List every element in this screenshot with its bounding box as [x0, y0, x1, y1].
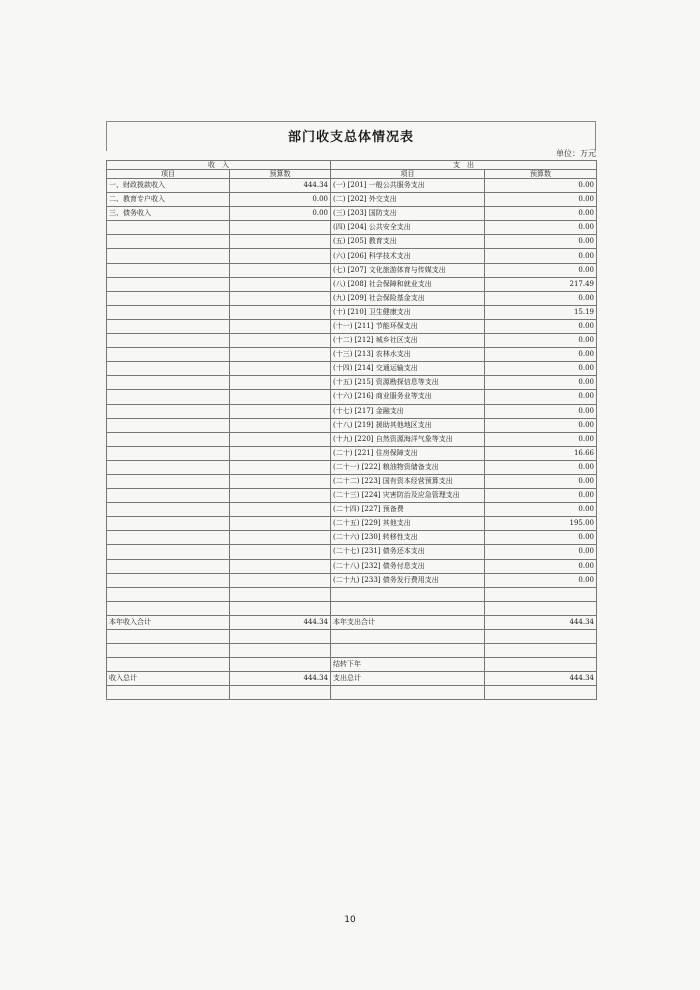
- income-item-cell: [107, 644, 230, 658]
- income-item-header: 项目: [107, 170, 230, 179]
- income-item-cell: [107, 263, 230, 277]
- income-value-cell: [230, 221, 331, 235]
- expense-item-cell: [331, 587, 485, 601]
- table-row: [107, 263, 597, 277]
- income-item-cell: [107, 658, 230, 672]
- table-row: [107, 630, 597, 644]
- expense-item-cell: 结转下年: [331, 658, 485, 672]
- table-row: [107, 474, 597, 488]
- expense-item-header: 项目: [331, 170, 485, 179]
- income-item-cell: [107, 277, 230, 291]
- income-value-cell: [230, 517, 331, 531]
- income-value-cell: [230, 249, 331, 263]
- income-value-cell: [230, 545, 331, 559]
- table-row: [107, 348, 597, 362]
- income-value-cell: [230, 319, 331, 333]
- expense-item-cell: (二十二) [223] 国有资本经营预算支出: [331, 474, 485, 488]
- table-row: [107, 503, 597, 517]
- expense-value-cell: 0.00: [485, 489, 597, 503]
- expense-item-cell: (五) [205] 教育支出: [331, 235, 485, 249]
- expense-value-cell: [485, 601, 597, 615]
- expense-item-cell: (十四) [214] 交通运输支出: [331, 362, 485, 376]
- income-item-cell: [107, 489, 230, 503]
- table-row: [107, 601, 597, 615]
- income-item-cell: [107, 376, 230, 390]
- table-row: [107, 221, 597, 235]
- income-item-cell: [107, 460, 230, 474]
- table-row: [107, 573, 597, 587]
- expense-item-cell: 支出总计: [331, 672, 485, 686]
- table-row: [107, 559, 597, 573]
- expense-item-cell: (十七) [217] 金融支出: [331, 404, 485, 418]
- income-item-cell: [107, 601, 230, 615]
- income-item-cell: [107, 334, 230, 348]
- income-value-cell: [230, 559, 331, 573]
- table-row: [107, 390, 597, 404]
- table-row: [107, 376, 597, 390]
- expense-value-cell: 0.00: [485, 221, 597, 235]
- expense-item-cell: [331, 686, 485, 700]
- table-row: [107, 489, 597, 503]
- expense-value-cell: 0.00: [485, 531, 597, 545]
- income-item-cell: [107, 319, 230, 333]
- income-item-cell: [107, 531, 230, 545]
- expense-item-cell: (十五) [215] 资源勘探信息等支出: [331, 376, 485, 390]
- income-value-cell: [230, 460, 331, 474]
- column-header-row: [107, 170, 597, 179]
- table-row: [107, 517, 597, 531]
- income-item-cell: 本年收入合计: [107, 615, 230, 629]
- income-value-cell: [230, 587, 331, 601]
- expense-value-cell: 0.00: [485, 291, 597, 305]
- table-row: [107, 319, 597, 333]
- income-value-cell: [230, 658, 331, 672]
- expense-item-cell: (三) [203] 国防支出: [331, 207, 485, 221]
- income-item-cell: [107, 305, 230, 319]
- expense-value-cell: 0.00: [485, 348, 597, 362]
- expense-header: 支 出: [331, 161, 597, 170]
- income-value-cell: [230, 291, 331, 305]
- income-value-cell: [230, 390, 331, 404]
- expense-item-cell: (四) [204] 公共安全支出: [331, 221, 485, 235]
- income-item-cell: 二、教育专户收入: [107, 193, 230, 207]
- income-value-cell: 0.00: [230, 193, 331, 207]
- table-row: [107, 672, 597, 686]
- table-row: [107, 277, 597, 291]
- table-row: [107, 545, 597, 559]
- income-item-cell: [107, 432, 230, 446]
- table-row: [107, 460, 597, 474]
- table-row: [107, 644, 597, 658]
- table-row: [107, 432, 597, 446]
- income-value-cell: 0.00: [230, 207, 331, 221]
- income-value-cell: [230, 348, 331, 362]
- expense-value-cell: [485, 644, 597, 658]
- income-value-cell: [230, 644, 331, 658]
- income-item-cell: [107, 559, 230, 573]
- table-row: [107, 207, 597, 221]
- expense-value-cell: 0.00: [485, 460, 597, 474]
- expense-item-cell: (二十五) [229] 其他支出: [331, 517, 485, 531]
- expense-item-cell: (十八) [219] 援助其他地区支出: [331, 418, 485, 432]
- income-budget-header: 预算数: [230, 170, 331, 179]
- expense-value-cell: 0.00: [485, 249, 597, 263]
- income-value-cell: [230, 376, 331, 390]
- income-item-cell: [107, 587, 230, 601]
- expense-item-cell: (二十九) [233] 债务发行费用支出: [331, 573, 485, 587]
- expense-item-cell: (六) [206] 科学技术支出: [331, 249, 485, 263]
- expense-value-cell: 15.19: [485, 305, 597, 319]
- expense-value-cell: 444.34: [485, 672, 597, 686]
- expense-value-cell: 0.00: [485, 362, 597, 376]
- expense-value-cell: 0.00: [485, 179, 597, 193]
- income-value-cell: [230, 362, 331, 376]
- income-value-cell: [230, 573, 331, 587]
- expense-item-cell: (二十) [221] 住房保障支出: [331, 446, 485, 460]
- income-value-cell: [230, 418, 331, 432]
- table-row: [107, 404, 597, 418]
- income-item-cell: 一、财政拨款收入: [107, 179, 230, 193]
- income-value-cell: [230, 474, 331, 488]
- income-item-cell: [107, 390, 230, 404]
- expense-item-cell: (十九) [220] 自然资源海洋气象等支出: [331, 432, 485, 446]
- expense-item-cell: (二十八) [232] 债务付息支出: [331, 559, 485, 573]
- expense-value-cell: 0.00: [485, 503, 597, 517]
- table-row: [107, 291, 597, 305]
- table-row: [107, 193, 597, 207]
- expense-value-cell: 0.00: [485, 559, 597, 573]
- expense-value-cell: 0.00: [485, 376, 597, 390]
- income-value-cell: 444.34: [230, 179, 331, 193]
- income-item-cell: [107, 517, 230, 531]
- income-value-cell: [230, 531, 331, 545]
- income-header: 收 入: [107, 161, 331, 170]
- expense-value-cell: 0.00: [485, 474, 597, 488]
- income-item-cell: [107, 446, 230, 460]
- expense-item-cell: (二十七) [231] 债务还本支出: [331, 545, 485, 559]
- expense-value-cell: 195.00: [485, 517, 597, 531]
- expense-value-cell: [485, 686, 597, 700]
- expense-value-cell: 0.00: [485, 334, 597, 348]
- expense-item-cell: (八) [208] 社会保障和就业支出: [331, 277, 485, 291]
- income-item-cell: [107, 348, 230, 362]
- expense-item-cell: (十一) [211] 节能环保支出: [331, 319, 485, 333]
- income-item-cell: [107, 404, 230, 418]
- expense-value-cell: 0.00: [485, 545, 597, 559]
- income-item-cell: [107, 221, 230, 235]
- unit-label: 单位：万元: [556, 149, 596, 158]
- expense-item-cell: (二十四) [227] 预备费: [331, 503, 485, 517]
- income-value-cell: [230, 277, 331, 291]
- expense-item-cell: (一) [201] 一般公共服务支出: [331, 179, 485, 193]
- table-row: [107, 179, 597, 193]
- expense-value-cell: [485, 658, 597, 672]
- expense-item-cell: [331, 644, 485, 658]
- expense-value-cell: 0.00: [485, 390, 597, 404]
- income-value-cell: [230, 686, 331, 700]
- table-row: [107, 334, 597, 348]
- table-row: [107, 615, 597, 629]
- expense-budget-header: 预算数: [485, 170, 597, 179]
- income-item-cell: 收入总计: [107, 672, 230, 686]
- budget-table: [106, 160, 597, 700]
- expense-value-cell: 0.00: [485, 263, 597, 277]
- expense-value-cell: [485, 587, 597, 601]
- income-value-cell: [230, 334, 331, 348]
- income-item-cell: [107, 418, 230, 432]
- income-value-cell: [230, 235, 331, 249]
- income-value-cell: 444.34: [230, 672, 331, 686]
- table-row: [107, 235, 597, 249]
- table-row: [107, 531, 597, 545]
- income-item-cell: [107, 545, 230, 559]
- income-item-cell: [107, 503, 230, 517]
- expense-item-cell: (十六) [216] 商业服务业等支出: [331, 390, 485, 404]
- income-value-cell: [230, 305, 331, 319]
- expense-item-cell: (十) [210] 卫生健康支出: [331, 305, 485, 319]
- expense-value-cell: [485, 630, 597, 644]
- table-row: [107, 305, 597, 319]
- income-item-cell: [107, 291, 230, 305]
- income-item-cell: [107, 474, 230, 488]
- page-number: 10: [344, 915, 356, 925]
- income-value-cell: [230, 263, 331, 277]
- table-row: [107, 446, 597, 460]
- expense-item-cell: [331, 601, 485, 615]
- income-value-cell: [230, 489, 331, 503]
- expense-item-cell: 本年支出合计: [331, 615, 485, 629]
- expense-item-cell: (二十六) [230] 转移性支出: [331, 531, 485, 545]
- expense-value-cell: 0.00: [485, 404, 597, 418]
- table-row: [107, 658, 597, 672]
- income-value-cell: [230, 404, 331, 418]
- income-item-cell: [107, 235, 230, 249]
- income-item-cell: [107, 249, 230, 263]
- expense-item-cell: [331, 630, 485, 644]
- income-item-cell: [107, 630, 230, 644]
- expense-item-cell: (二十一) [222] 粮油物资储备支出: [331, 460, 485, 474]
- expense-value-cell: 0.00: [485, 319, 597, 333]
- expense-value-cell: 16.66: [485, 446, 597, 460]
- table-row: [107, 362, 597, 376]
- income-item-cell: [107, 686, 230, 700]
- expense-value-cell: 0.00: [485, 432, 597, 446]
- expense-item-cell: (二十三) [224] 灾害防治及应急管理支出: [331, 489, 485, 503]
- expense-value-cell: 0.00: [485, 207, 597, 221]
- expense-item-cell: (二) [202] 外交支出: [331, 193, 485, 207]
- expense-item-cell: (十三) [213] 农林水支出: [331, 348, 485, 362]
- income-item-cell: [107, 362, 230, 376]
- page-title: 部门收支总体情况表: [287, 130, 414, 145]
- expense-value-cell: 0.00: [485, 235, 597, 249]
- income-value-cell: [230, 503, 331, 517]
- income-value-cell: [230, 601, 331, 615]
- expense-value-cell: 444.34: [485, 615, 597, 629]
- expense-value-cell: 217.49: [485, 277, 597, 291]
- expense-value-cell: 0.00: [485, 573, 597, 587]
- expense-item-cell: (九) [209] 社会保险基金支出: [331, 291, 485, 305]
- income-item-cell: 三、债务收入: [107, 207, 230, 221]
- expense-value-cell: 0.00: [485, 193, 597, 207]
- table-row: [107, 249, 597, 263]
- income-value-cell: [230, 432, 331, 446]
- section-header-row: [107, 161, 597, 170]
- income-item-cell: [107, 573, 230, 587]
- income-value-cell: 444.34: [230, 615, 331, 629]
- table-row: [107, 686, 597, 700]
- table-row: [107, 418, 597, 432]
- expense-item-cell: (七) [207] 文化旅游体育与传媒支出: [331, 263, 485, 277]
- income-value-cell: [230, 630, 331, 644]
- table-row: [107, 587, 597, 601]
- income-value-cell: [230, 446, 331, 460]
- expense-item-cell: (十二) [212] 城乡社区支出: [331, 334, 485, 348]
- expense-value-cell: 0.00: [485, 418, 597, 432]
